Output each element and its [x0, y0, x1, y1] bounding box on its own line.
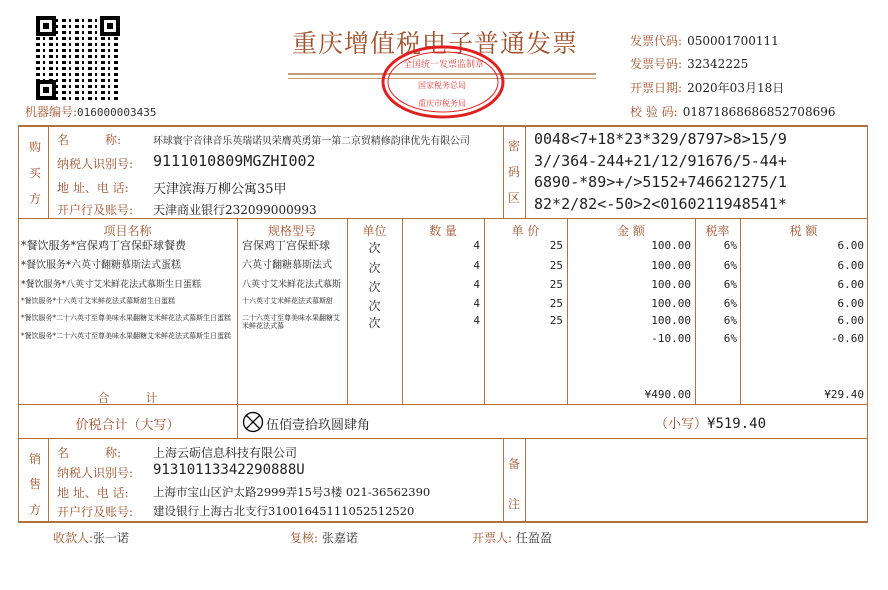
item-tax-rate: 6% [723, 332, 737, 345]
item-price: 25 [549, 239, 563, 252]
item-spec: 六英寸翻糖慕斯法式 [242, 260, 332, 271]
header-unit: 单位 [362, 224, 387, 238]
seller-tax-id: 91310113342290888U [153, 462, 305, 478]
item-amount: 100.00 [651, 314, 691, 327]
item-tax-rate: 6% [723, 239, 737, 252]
cipher-label-1: 密 [508, 139, 521, 153]
invoice-date: 开票日期: 2020年03月18日 [630, 81, 785, 95]
item-price: 25 [549, 259, 563, 272]
item-amount: 100.00 [651, 239, 691, 252]
item-qty: 4 [473, 239, 480, 252]
seller-name: 上海云砺信息科技有限公司 [153, 446, 298, 460]
buyer-label-2: 买 [29, 166, 42, 180]
item-tax: 6.00 [837, 239, 864, 252]
item-qty: 4 [473, 297, 480, 310]
invoice-code: 发票代码: 050001700111 [630, 34, 779, 48]
item-name: *餐饮服务*宫保鸡丁宫保虾球餐费 [21, 239, 186, 252]
item-tax-rate: 6% [723, 259, 737, 272]
grand-total-small: （小写）¥519.40 [655, 416, 767, 432]
total-amount: ¥490.00 [644, 388, 691, 401]
item-tax: 6.00 [837, 278, 864, 291]
check-code: 校 验 码: 01871868686852708696 [630, 105, 836, 119]
item-spec: 二十六英寸至尊美味水果翻糖艾米鲜花法式慕 [242, 314, 340, 330]
buyer-tax-id: 9111010809MGZHI002 [153, 152, 316, 170]
item-tax: 6.00 [837, 314, 864, 327]
item-spec: 十六英寸艾米鲜花法式慕斯甜 [242, 297, 333, 305]
cipher-label-2: 码 [508, 165, 521, 179]
seller-tax-id-label: 纳税人识别号: [57, 466, 134, 480]
seller-label-1: 销 [29, 452, 42, 466]
header-tax: 税 额 [789, 224, 818, 238]
item-price: 25 [549, 297, 563, 310]
issuer: 开票人: 任盈盈 [472, 531, 552, 545]
seller-bank-label: 开户行及账号: [57, 505, 134, 519]
item-tax: 6.00 [837, 259, 864, 272]
item-qty: 4 [473, 259, 480, 272]
item-tax-rate: 6% [723, 278, 737, 291]
item-tax-rate: 6% [723, 314, 737, 327]
item-name: *餐饮服务*二十六英寸至尊美味水果翻糖艾米鲜花法式慕斯生日蛋糕 [21, 314, 231, 322]
item-unit: 次 [368, 280, 381, 294]
item-unit: 次 [368, 299, 381, 313]
header-price: 单 价 [511, 224, 540, 238]
item-name: *餐饮服务*六英寸翻糖慕斯法式蛋糕 [21, 260, 181, 271]
buyer-bank: 天津商业银行232099000993 [153, 203, 317, 217]
item-spec: 八英寸艾米鲜花法式慕斯 [242, 280, 342, 290]
item-tax: -0.60 [830, 332, 864, 345]
item-price: 25 [549, 314, 563, 327]
seal-mid-text: 国家税务总局 [418, 81, 466, 90]
item-tax-rate: 6% [723, 297, 737, 310]
item-amount: 100.00 [651, 278, 691, 291]
buyer-bank-label: 开户行及账号: [57, 203, 134, 217]
item-unit: 次 [368, 316, 381, 330]
item-qty: 4 [473, 278, 480, 291]
seller-name-label: 名 称: [57, 446, 122, 460]
circled-x-icon [242, 411, 264, 433]
qr-code [36, 16, 120, 100]
buyer-tax-id-label: 纳税人识别号: [57, 157, 134, 171]
remarks-label-1: 备 [508, 457, 521, 471]
item-name: *餐饮服务*八英寸艾米鲜花法式慕斯生日蛋糕 [21, 280, 202, 290]
item-amount: -10.00 [651, 332, 691, 345]
item-unit: 次 [368, 261, 381, 275]
item-name: *餐饮服务*十六英寸艾米鲜花法式慕斯甜生日蛋糕 [21, 297, 175, 305]
item-amount: 100.00 [651, 259, 691, 272]
seller-address: 上海市宝山区沪太路2999弄15号3楼 021-36562390 [153, 485, 431, 499]
header-amount: 金 额 [617, 224, 645, 238]
payee: 收款人:张一诺 [53, 531, 130, 545]
buyer-label-3: 方 [29, 192, 42, 206]
buyer-address-label: 地 址、电 话: [57, 181, 129, 195]
seal-bottom-text: 重庆市税务局 [418, 99, 466, 108]
seller-label-3: 方 [29, 503, 42, 517]
reviewer: 复核: 张嘉诺 [290, 531, 358, 545]
cipher-area: 0048<7+18*23*329/8797>8>15/9 3//364-244+21/12/91676/5-44+ 6890-*89>+/>5152+746621275/1 82*2/82<-50>2<0160211948541* [534, 130, 787, 213]
buyer-name: 环球寰宇音律音乐英瑞诺贝荣膺英勇第一第二京贸精修韵律优先有限公司 [153, 136, 470, 147]
remarks-label-2: 注 [508, 497, 521, 511]
header-qty: 数 量 [429, 224, 457, 238]
item-spec: 宫保鸡丁宫保虾球 [242, 239, 330, 252]
header-tax-rate: 税率 [705, 224, 730, 238]
item-tax: 6.00 [837, 297, 864, 310]
seller-address-label: 地 址、电 话: [57, 486, 129, 500]
item-name: *餐饮服务*二十六英寸至尊美味水果翻糖艾米鲜花法式慕斯生日蛋糕 [21, 332, 231, 340]
header-spec: 规格型号 [267, 224, 316, 238]
cipher-label-3: 区 [508, 191, 521, 205]
item-price: 25 [549, 278, 563, 291]
grand-total-label: 价税合计（大写） [75, 418, 180, 433]
invoice-title: 重庆增值税电子普通发票 [292, 29, 579, 58]
seller-label-2: 售 [29, 477, 42, 491]
total-tax: ¥29.40 [824, 388, 864, 401]
grand-total-words: 伍佰壹拾玖圆肆角 [266, 418, 371, 433]
item-amount: 100.00 [651, 297, 691, 310]
total-label: 合 计 [97, 391, 158, 405]
item-qty: 4 [473, 314, 480, 327]
item-unit: 次 [368, 241, 381, 255]
machine-number: 机器编号:016000003435 [25, 105, 157, 119]
buyer-label-1: 购 [29, 140, 42, 154]
seal-top-text: 全国统一发票监制章 [403, 60, 485, 70]
invoice-number: 发票号码: 32342225 [630, 57, 749, 71]
buyer-address: 天津滨海万柳公寓35甲 [153, 182, 287, 197]
seller-bank: 建设银行上海古北支行31001645111052512520 [153, 504, 415, 518]
buyer-name-label: 名 称: [57, 133, 122, 147]
header-item-name: 项目名称 [103, 224, 152, 238]
